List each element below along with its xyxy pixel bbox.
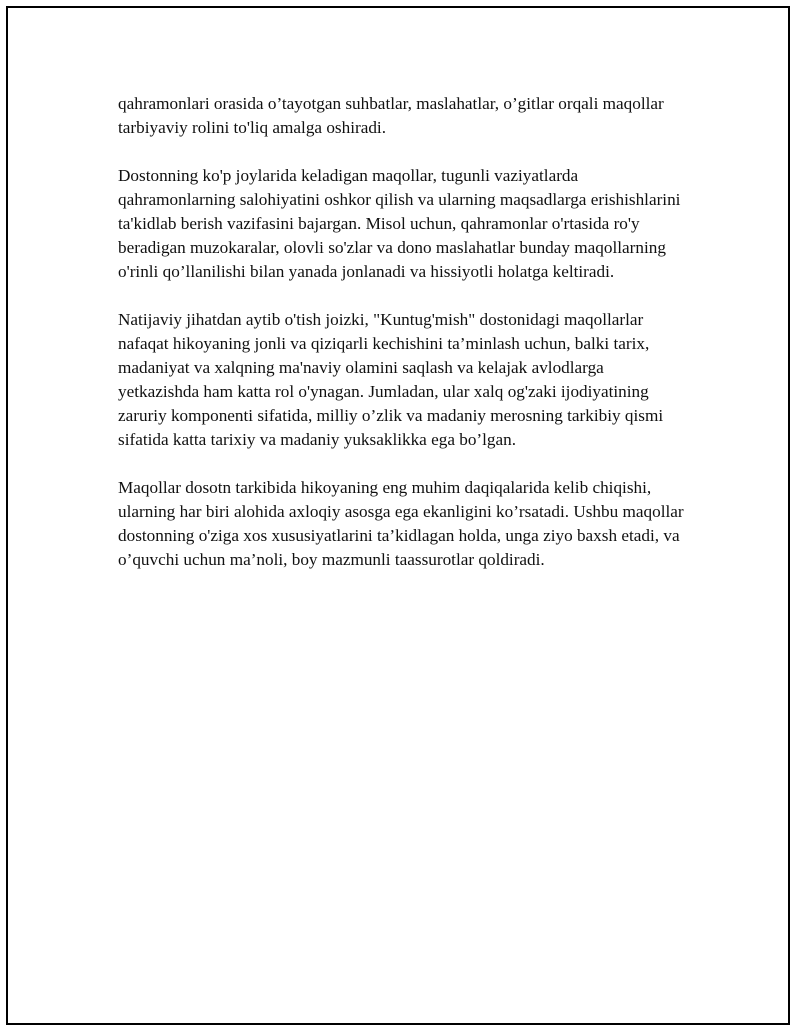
paragraph: qahramonlari orasida o’tayotgan suhbatlar, maslahatlar, o’gitlar orqali maqollar tarbiyaviy rolini to'liq amalga oshiradi. (118, 94, 664, 137)
paragraph: Dostonning ko'p joylarida keladigan maqollar, tugunli vaziyatlarda qahramonlarning salohiyatini oshkor qilish va ularning maqsadlarga erishishlarini ta'kidlab berish vazifasini bajargan. Misol uchun, qahramonlar o'rtasida ro'y beradigan muzokaralar, olovli so'zlar va dono maslahatlar bunday maqollarning o'rinli qo’llanilishi bilan yanada jonlanadi va hissiyotli holatga keltiradi. (118, 166, 681, 281)
document-body (118, 92, 688, 596)
paragraph: Maqollar dosotn tarkibida hikoyaning eng muhim daqiqalarida kelib chiqishi, ularning har biri alohida axloqiy asosga ega ekanligini ko’rsatadi. Ushbu maqollar dostonning o'ziga xos xususiyatlarini ta’kidlagan holda, unga ziyo baxsh etadi, va o’quvchi uchun ma’noli, boy mazmunli taassurotlar qoldiradi. (118, 478, 684, 569)
paragraph: Natijaviy jihatdan aytib o'tish joizki, "Kuntug'mish" dostonidagi maqollarlar nafaqat hikoyaning jonli va qiziqarli kechishini ta’minlash uchun, balki tarix, madaniyat va xalqning ma'naviy olamini saqlash va kelajak avlodlarga yetkazishda ham katta rol o'ynagan. Jumladan, ular xalq og'zaki ijodiyatining zaruriy komponenti sifatida, milliy o’zlik va madaniy merosning tarkibiy qismi sifatida katta tarixiy va madaniy yuksaklikka ega bo’lgan. (118, 310, 664, 449)
